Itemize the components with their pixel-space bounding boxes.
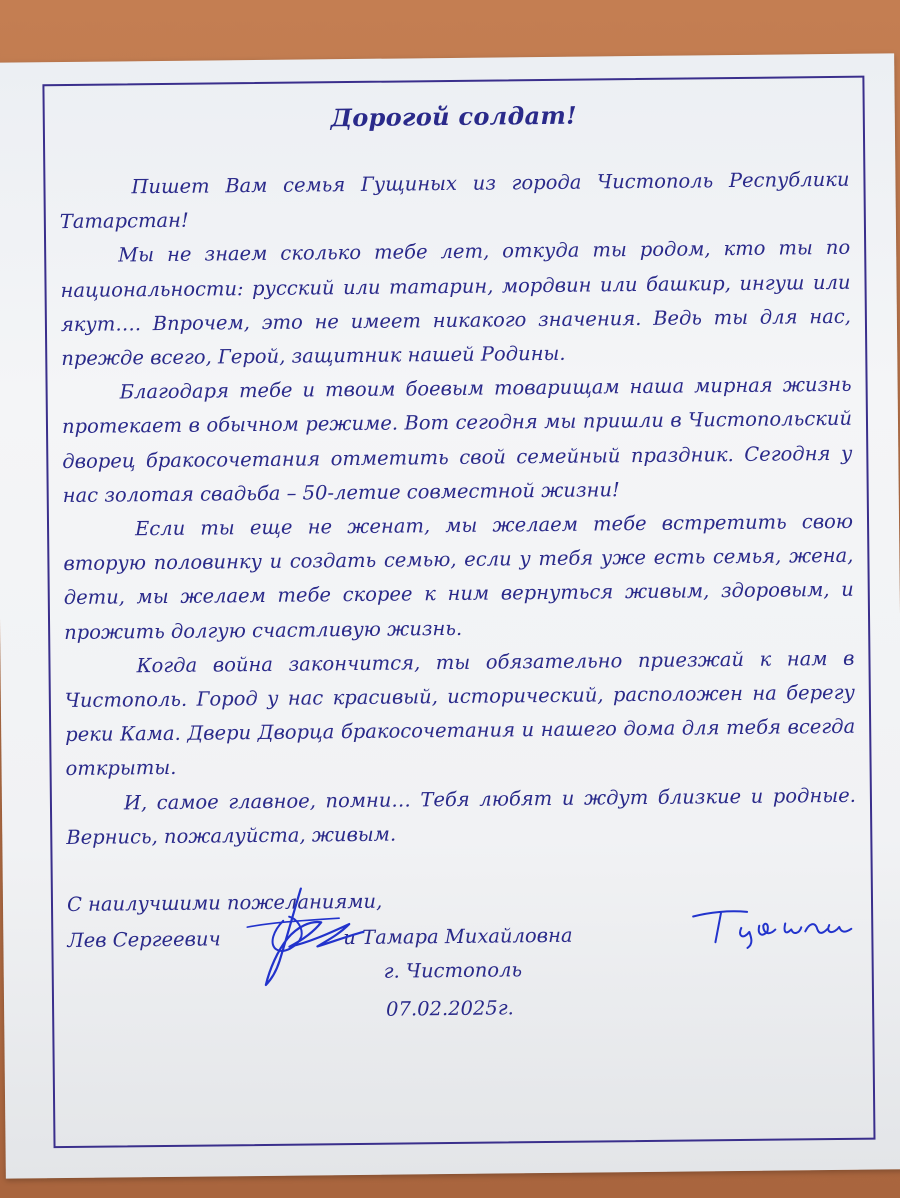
- paragraph-invitation: Когда война закончится, ты обязательно приезжай к нам в Чистополь. Город у нас красивый, исторический, расположен на берегу реки Кама. Двери Дворца бракосочетания и нашего дома для тебя всегда открыты.: [64, 646, 856, 781]
- paragraph-wishes: Если ты еще не женат, мы желаем тебе встретить свою вторую половинку и создать семью, если у тебя уже есть семья, жена, дети, мы желаем тебе скорее к ним вернуться живым, здоровым, и прожить долгую счастливую жизнь.: [63, 509, 854, 644]
- closing-date: 07.02.2025г.: [385, 996, 514, 1021]
- paragraph-nationality: Мы не знаем сколько тебе лет, откуда ты родом, кто ты по национальности: русский или татарин, мордвин или башкир, ингуш или якут…. Впрочем, это не имеет никакого значения. Ведь ты для нас, прежде всего, Герой, защитник нашей Родины.: [60, 236, 852, 371]
- letter-title: Дорогой солдат!: [330, 100, 578, 133]
- signature-lev-icon: [239, 880, 370, 991]
- letter-closing: [67, 885, 859, 1063]
- letter-card: [0, 53, 900, 1178]
- signer-name-tamara: и Тамара Михайловна: [343, 923, 573, 950]
- signer-name-lev: Лев Сергеевич: [67, 927, 221, 953]
- closing-wishes: С наилучшими пожеланиями,: [66, 889, 383, 917]
- closing-city: г. Чистополь: [383, 958, 523, 983]
- letter-body: [58, 78, 858, 1063]
- signature-tamara-icon: [629, 899, 860, 951]
- paragraph-intro: Пишет Вам семья Гущиных из города Чистополь Республики Татарстан!: [59, 167, 850, 234]
- paragraph-remember: И, самое главное, помни… Тебя любят и ждут близкие и родные. Вернись, пожалуйста, живым.: [66, 783, 857, 849]
- letter-frame: [42, 76, 875, 1149]
- paragraph-gratitude: Благодаря тебе и твоим боевым товарищам наша мирная жизнь протекает в обычном режиме. Вот сегодня мы пришли в Чистопольский дворец бракосочетания отметить свой семейный праздник. Сегодня у нас золотая свадьба – 50-летие совместной жизни!: [61, 373, 853, 507]
